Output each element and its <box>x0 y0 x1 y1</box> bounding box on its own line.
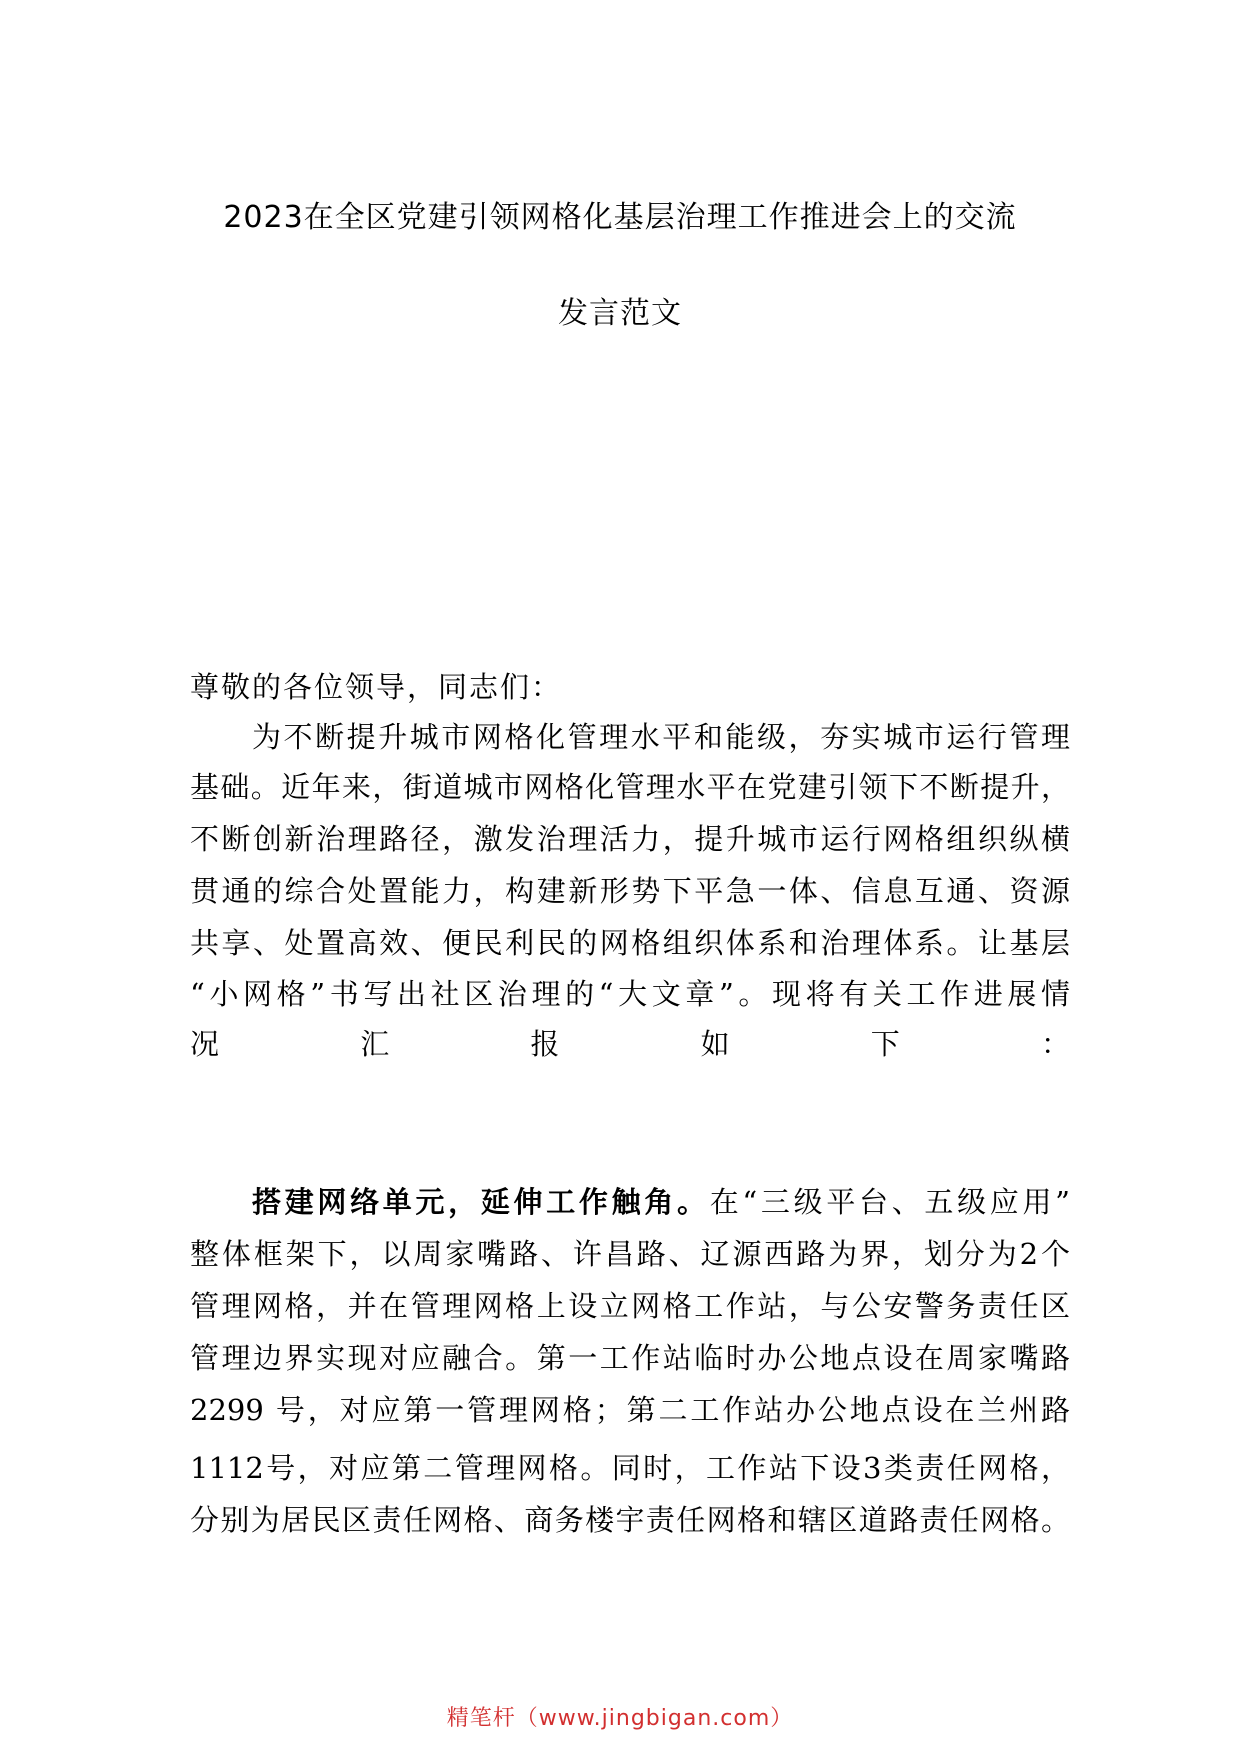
paragraph-2-line: 管理网格，并在管理网格上设立网格工作站，与公安警务责任区 <box>190 1289 1070 1323</box>
paragraph-1-line: 况汇报如下： <box>190 1027 1070 1061</box>
paragraph-2-line: 2299 号，对应第一管理网格；第二工作站办公地点设在兰州路 <box>190 1393 1070 1427</box>
paragraph-1-line: 基础。近年来，街道城市网格化管理水平在党建引领下不断提升， <box>190 770 1070 804</box>
document-title-line-1: 2023在全区党建引领网格化基层治理工作推进会上的交流 <box>223 200 1017 235</box>
document-title-line-2: 发言范文 <box>558 296 682 331</box>
paragraph-2-line: 1112号，对应第二管理网格。同时，工作站下设3类责任网格， <box>190 1451 1070 1485</box>
paragraph-2-line: 在“三级平台、五级应用” <box>709 1185 1070 1219</box>
salutation: 尊敬的各位领导，同志们： <box>190 670 563 704</box>
paragraph-1-line: “小网格”书写出社区治理的“大文章”。现将有关工作进展情 <box>190 977 1070 1011</box>
paragraph-2-line: 整体框架下，以周家嘴路、许昌路、辽源西路为界，划分为2个 <box>190 1237 1070 1271</box>
footer-watermark-link[interactable]: 精笔杆（www.jingbigan.com） <box>446 1706 794 1731</box>
paragraph-1-line: 不断创新治理路径，激发治理活力，提升城市运行网格组织纵横 <box>190 822 1070 856</box>
paragraph-2-line: 管理边界实现对应融合。第一工作站临时办公地点设在周家嘴路 <box>190 1341 1070 1375</box>
paragraph-1-line: 贯通的综合处置能力，构建新形势下平急一体、信息互通、资源 <box>190 874 1070 908</box>
paragraph-2-heading: 搭建网络单元，延伸工作触角。 <box>252 1185 710 1219</box>
paragraph-2-line: 分别为居民区责任网格、商务楼宇责任网格和辖区道路责任网格。 <box>190 1503 1070 1537</box>
paragraph-2-first-line <box>252 1180 1070 1221</box>
paragraph-1-line: 共享、处置高效、便民利民的网格组织体系和治理体系。让基层 <box>190 926 1070 960</box>
paragraph-1-line: 为不断提升城市网格化管理水平和能级，夯实城市运行管理 <box>252 720 1070 754</box>
